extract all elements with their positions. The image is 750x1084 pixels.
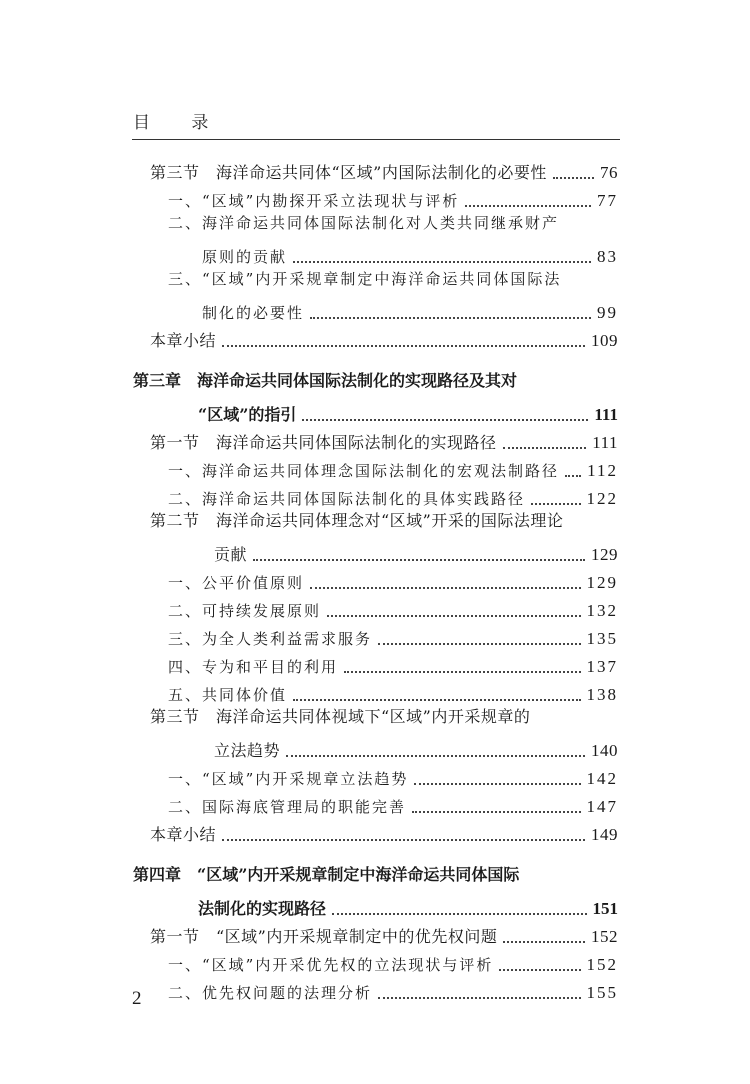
- toc-entry-subsection[interactable]: [168, 566, 618, 594]
- toc-entry-subsection[interactable]: [168, 482, 618, 510]
- leader-dots: [378, 997, 580, 999]
- toc-page-number: 109: [591, 331, 618, 350]
- leader-dots: [378, 643, 580, 645]
- toc-entry-chapter-4-line2[interactable]: [198, 892, 618, 920]
- toc-page-number: 77: [597, 191, 618, 210]
- toc-entry-section-line1[interactable]: 第三节 海洋命运共同体视域下“区域”内开采规章的: [150, 707, 531, 726]
- toc-label: 二、可持续发展原则: [168, 602, 322, 620]
- toc-entry-chapter-3-line1[interactable]: 第三章 海洋命运共同体国际法制化的实现路径及其对: [133, 371, 518, 390]
- page-folio-number: 2: [132, 988, 142, 1009]
- toc-page-number: 152: [586, 955, 618, 974]
- toc-page-number: 135: [586, 629, 618, 648]
- toc-label: 一、“区域”内开采优先权的立法现状与评析: [168, 956, 494, 974]
- toc-page-number: 83: [597, 247, 618, 266]
- toc-entry-subsection[interactable]: [168, 650, 618, 678]
- toc-label: 贡献: [214, 545, 248, 564]
- toc-entry-section-3[interactable]: [150, 156, 618, 184]
- leader-dots: [293, 261, 591, 263]
- leader-dots: [286, 755, 585, 757]
- leader-dots: [414, 783, 580, 785]
- toc-label: 第三节 海洋命运共同体“区域”内国际法制化的必要性: [150, 163, 547, 182]
- toc-page-number: 151: [592, 899, 618, 918]
- toc-entry-section-line1[interactable]: 第二节 海洋命运共同体理念对“区域”开采的国际法理论: [150, 511, 564, 530]
- running-header: 目 录: [133, 113, 227, 133]
- leader-dots: [310, 317, 591, 319]
- toc-label: 五、共同体价值: [168, 686, 288, 704]
- toc-page-number: 132: [586, 601, 618, 620]
- toc-label: 一、公平价值原则: [168, 574, 305, 592]
- toc-label: 法制化的实现路径: [198, 899, 327, 918]
- toc-entry-subsection[interactable]: [168, 594, 618, 622]
- toc-entry-subsection[interactable]: [168, 678, 618, 706]
- toc-page-number: 111: [592, 433, 618, 452]
- toc-label: 二、国际海底管理局的职能完善: [168, 798, 407, 816]
- leader-dots: [253, 559, 585, 561]
- leader-dots: [412, 811, 580, 813]
- toc-label: 一、海洋命运共同体理念国际法制化的宏观法制路径: [168, 462, 560, 480]
- toc-page-number: 76: [600, 163, 618, 182]
- toc-entry-section[interactable]: [150, 920, 618, 948]
- toc-page-number: 142: [586, 769, 618, 788]
- toc-label: 立法趋势: [214, 741, 281, 760]
- leader-dots: [332, 913, 586, 915]
- toc-page-number: 149: [591, 825, 618, 844]
- toc-label: 三、为全人类利益需求服务: [168, 630, 373, 648]
- toc-page-number: 129: [591, 545, 618, 564]
- toc-entry-subsection-line2[interactable]: [202, 296, 618, 324]
- toc-entry-section-line2[interactable]: [214, 734, 618, 762]
- toc-entry-section-line2[interactable]: [214, 538, 618, 566]
- toc-entry-chapter-3-line2[interactable]: [198, 398, 618, 426]
- toc-entry-chapter-4-line1[interactable]: 第四章 “区域”内开采规章制定中海洋命运共同体国际: [133, 865, 520, 884]
- toc-label: 本章小结: [150, 825, 217, 844]
- leader-dots: [293, 699, 580, 701]
- toc-page-number: 112: [587, 461, 618, 480]
- toc-label: 一、“区域”内勘探开采立法现状与评析: [168, 192, 460, 210]
- toc-entry-subsection[interactable]: [168, 762, 618, 790]
- leader-dots: [503, 941, 585, 943]
- toc-label: 四、专为和平目的利用: [168, 658, 339, 676]
- leader-dots: [327, 615, 580, 617]
- toc-page-number: 138: [586, 685, 618, 704]
- toc-label: 第一节 海洋命运共同体国际法制化的实现路径: [150, 433, 497, 452]
- toc-label: 二、海洋命运共同体国际法制化的具体实践路径: [168, 490, 526, 508]
- toc-entry-section[interactable]: [150, 426, 618, 454]
- leader-dots: [222, 839, 585, 841]
- toc-entry-subsection-line1[interactable]: 三、“区域”内开采规章制定中海洋命运共同体国际法: [168, 270, 562, 288]
- toc-entry-subsection-line2[interactable]: [202, 240, 618, 268]
- header-rule: [132, 139, 620, 140]
- toc-entry-chapter-summary[interactable]: [150, 324, 618, 352]
- leader-dots: [503, 447, 587, 449]
- toc-label: 原则的贡献: [202, 248, 288, 266]
- toc-entry-chapter-summary[interactable]: [150, 818, 618, 846]
- leader-dots: [499, 969, 580, 971]
- toc-entry-subsection-line1[interactable]: 二、海洋命运共同体国际法制化对人类共同继承财产: [168, 214, 560, 232]
- toc-page-number: 155: [586, 983, 618, 1002]
- toc-page-number: 129: [586, 573, 618, 592]
- toc-label: 本章小结: [150, 331, 217, 350]
- toc-label: 制化的必要性: [202, 304, 305, 322]
- leader-dots: [344, 671, 580, 673]
- toc-page-number: 111: [594, 405, 618, 424]
- leader-dots: [553, 177, 594, 179]
- toc-entry-subsection[interactable]: [168, 622, 618, 650]
- toc-page-number: 137: [586, 657, 618, 676]
- leader-dots: [310, 587, 580, 589]
- toc-entry-subsection[interactable]: [168, 790, 618, 818]
- toc-page-number: 99: [597, 303, 618, 322]
- toc-entry-subsection[interactable]: [168, 948, 618, 976]
- toc-label: 第一节 “区域”内开采规章制定中的优先权问题: [150, 927, 498, 946]
- toc-entry-subsection[interactable]: [168, 184, 618, 212]
- toc-entry-subsection[interactable]: [168, 454, 618, 482]
- leader-dots: [565, 475, 581, 477]
- leader-dots: [531, 503, 580, 505]
- toc-page-number: 122: [586, 489, 618, 508]
- toc-label: 一、“区域”内开采规章立法趋势: [168, 770, 409, 788]
- toc-page-number: 147: [586, 797, 618, 816]
- toc-entry-subsection[interactable]: [168, 976, 618, 1004]
- leader-dots: [302, 419, 588, 421]
- toc-page-number: 140: [591, 741, 618, 760]
- toc-label: “区域”的指引: [198, 405, 297, 424]
- leader-dots: [222, 345, 585, 347]
- toc-label: 二、优先权问题的法理分析: [168, 984, 373, 1002]
- toc-page-number: 152: [591, 927, 618, 946]
- leader-dots: [465, 205, 591, 207]
